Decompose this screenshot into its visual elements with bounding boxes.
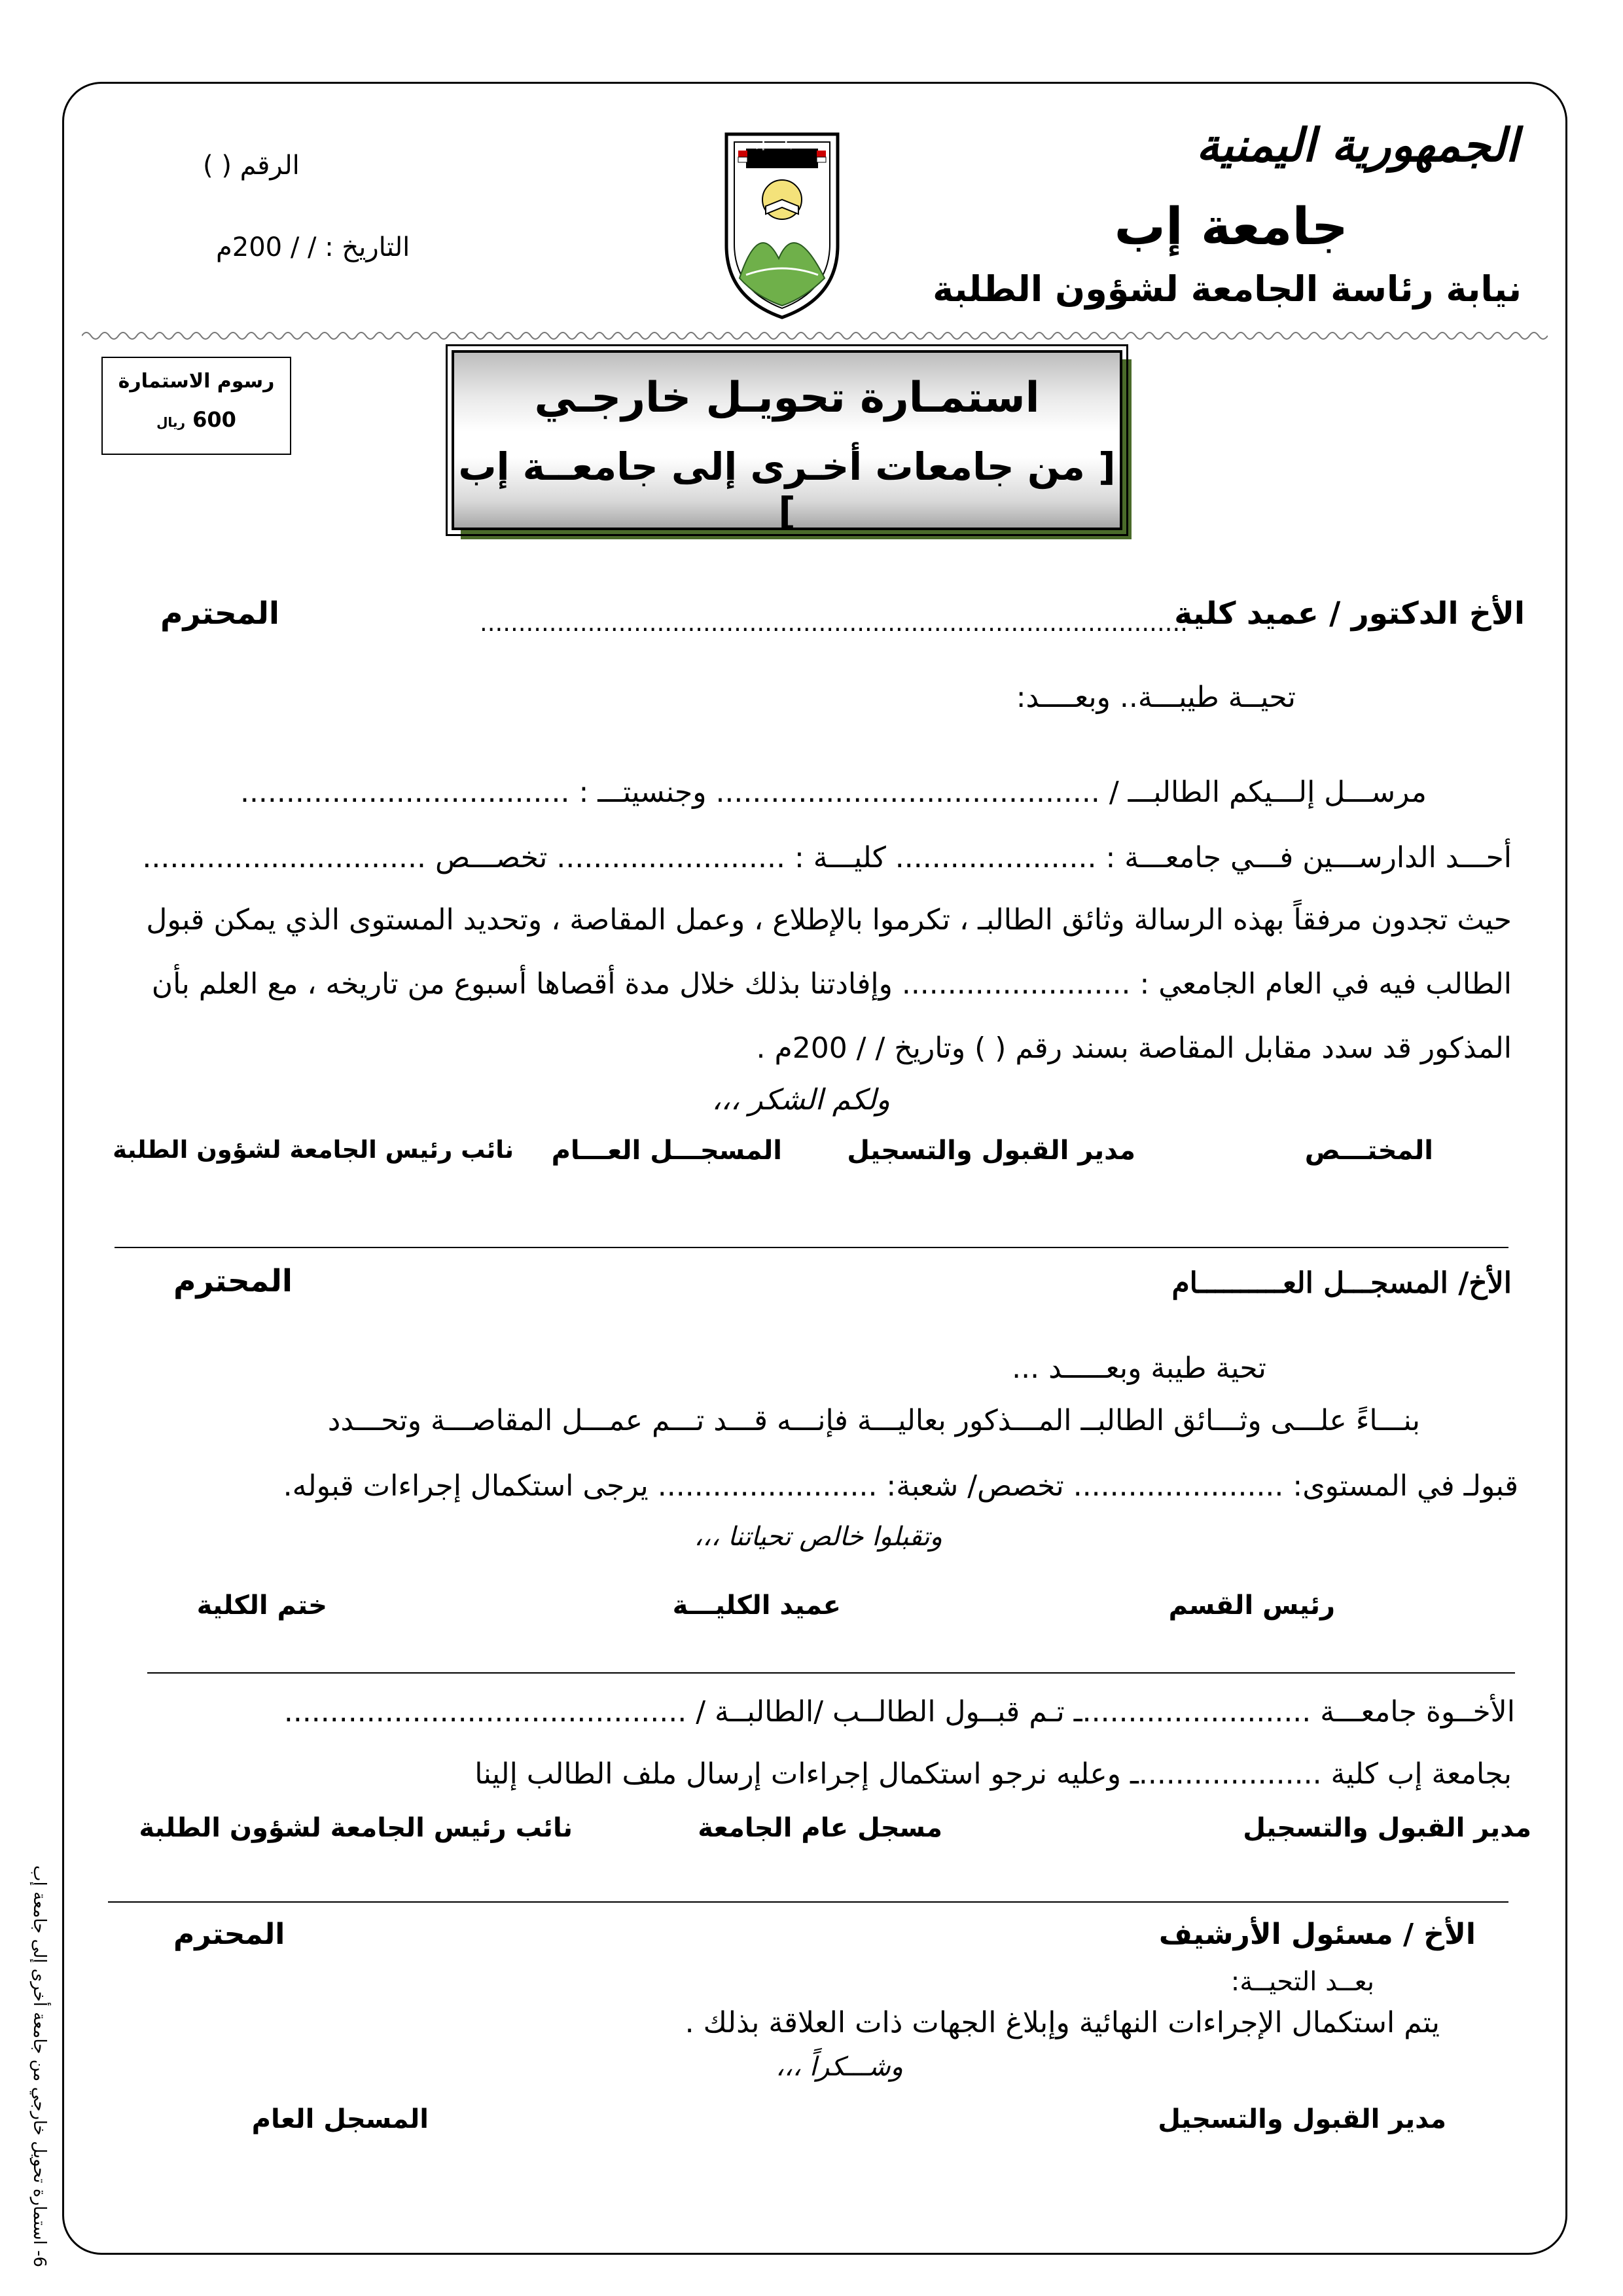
fee-amount-line: [103, 407, 290, 432]
section1-line2: أحـــد الدارســـين فـــي جامعـــة : ...................... كليـــة : ......................... تخصـــص ...............................: [142, 841, 1512, 874]
logo-text: جامعة إب: [753, 140, 795, 151]
section1-greeting: تحيــة طيبـــة.. وبعــــد:: [1016, 681, 1296, 714]
section2-greeting: تحية طيبة وبعـــــد ...: [1012, 1352, 1266, 1385]
university-logo: [720, 121, 844, 324]
section2-addressee: الأخ/ المسجـــل العــــــــــام: [1171, 1266, 1512, 1300]
divider-2: [147, 1672, 1515, 1674]
sig4-general-registrar: المسجل العام: [251, 2104, 429, 2134]
form-subtitle: [ من جامعات أخـرى إلى جامعــة إب ]: [458, 444, 1116, 533]
section4-greeting: بعــد التحيــة:: [1230, 1967, 1374, 1997]
section1-line5: المذكور قد سدد مقابل المقاصة بسند رقم ( ) وتاريخ / / 200م .: [756, 1031, 1512, 1065]
sig-admission-director: مدير القبول والتسجيل: [847, 1136, 1135, 1166]
divider-1: [115, 1247, 1508, 1248]
sig-specialist: المختـــص: [1304, 1136, 1433, 1166]
form-title-box: [452, 350, 1122, 533]
sig3-vice-president: نائب رئيس الجامعة لشؤون الطلبة: [139, 1813, 573, 1843]
section4-respected: المحترم: [173, 1918, 285, 1951]
section4-thanks: وشـــكراً ،،،: [776, 2052, 903, 2082]
section2-line2: قبولـ في المستوى: ....................... تخصص/ شعبة: ........................ يرجى استكمال إجراءات قبوله.: [283, 1469, 1518, 1503]
section2-respected: المحترم: [173, 1263, 293, 1299]
section2-closing: وتقبلوا خالص تحياتنا ،،،: [694, 1522, 942, 1552]
sig-dept-head: رئيس القسم: [1168, 1590, 1335, 1621]
section4-line1: يتم استكمال الإجراءات النهائية وإبلاغ الجهات ذات العلاقة بذلك .: [685, 2006, 1440, 2039]
fee-amount: 600: [192, 407, 236, 432]
sig-college-stamp: ختم الكلية: [196, 1590, 327, 1621]
section2-line1: بنـــاءً علـــى وثـــائق الطالبــ المـــذكور بعاليـــة فإنـــه قـــد تـــم عمـــل المقاصـــة وتحـــدد: [327, 1404, 1420, 1437]
section1-addressee-dots: ............................................................................................: [479, 609, 1188, 637]
sig-college-dean: عميد الكليـــة: [672, 1590, 841, 1621]
section3-line2: بجامعة إب كلية ....................ـ وعليه نرجو استكمال إجراءات إرسال ملف الطالب إلينا: [474, 1757, 1512, 1791]
republic-title: الجمهورية اليمنية: [1196, 118, 1518, 172]
section1-respected: المحترم: [160, 596, 280, 632]
section3-line1: الأخــوة جامعـــة .........................ـ تـم قبــول الطالــب /الطالبــة / ............................................: [283, 1695, 1515, 1729]
sig-vice-president: نائب رئيس الجامعة لشؤون الطلبة: [113, 1136, 514, 1164]
fee-currency: ريال: [156, 414, 185, 430]
sig4-admission-director: مدير القبول والتسجيل: [1158, 2104, 1446, 2134]
sig-general-registrar: المسجـــل العـــام: [551, 1136, 782, 1166]
header-divider: [82, 329, 1548, 342]
section1-thanks: ولكم الشكر ،،،: [711, 1083, 890, 1117]
fee-box: [101, 357, 291, 455]
fee-label: رسوم الاستمارة: [118, 370, 275, 393]
date-field: التاريخ : / / 200م: [216, 232, 410, 262]
section1-line3: حيث تجدون مرفقاً بهذه الرسالة وثائق الطالبـ ، تكرموا بالإطلاع ، وعمل المقاصة ، وتحديد المستوى الذي يمكن قبول: [146, 903, 1512, 937]
section1-line4: الطالب فيه في العام الجامعي : ......................... وإفادتنا بذلك خلال مدة أقصاها أسبوع من تاريخه ، مع العلم بأن: [151, 967, 1512, 1001]
deputyship-name: نيابة رئاسة الجامعة لشؤون الطلبة: [933, 268, 1522, 310]
sig3-admission-director: مدير القبول والتسجيل: [1243, 1813, 1531, 1843]
form-title: استمـارة تحويـل خارجـي: [534, 374, 1040, 422]
section1-line1: مرســـل إلـــيكم الطالبـــ / .......................................... وجنسيتـــ : ....................................: [240, 776, 1427, 809]
margin-note: 6- استمارة تحويل خارجي من جامعة أخرى إلى جامعة إب: [29, 1865, 49, 2268]
divider-3: [108, 1901, 1508, 1903]
sig3-university-registrar: مسجل عام الجامعة: [698, 1813, 942, 1843]
number-field: الرقم ( ): [203, 151, 300, 181]
section4-addressee: الأخ / مسئول الأرشيف: [1158, 1918, 1476, 1951]
section1-addressee: الأخ الدكتور / عميد كلية: [1174, 596, 1525, 632]
university-name: جامعة إب: [1114, 198, 1348, 257]
